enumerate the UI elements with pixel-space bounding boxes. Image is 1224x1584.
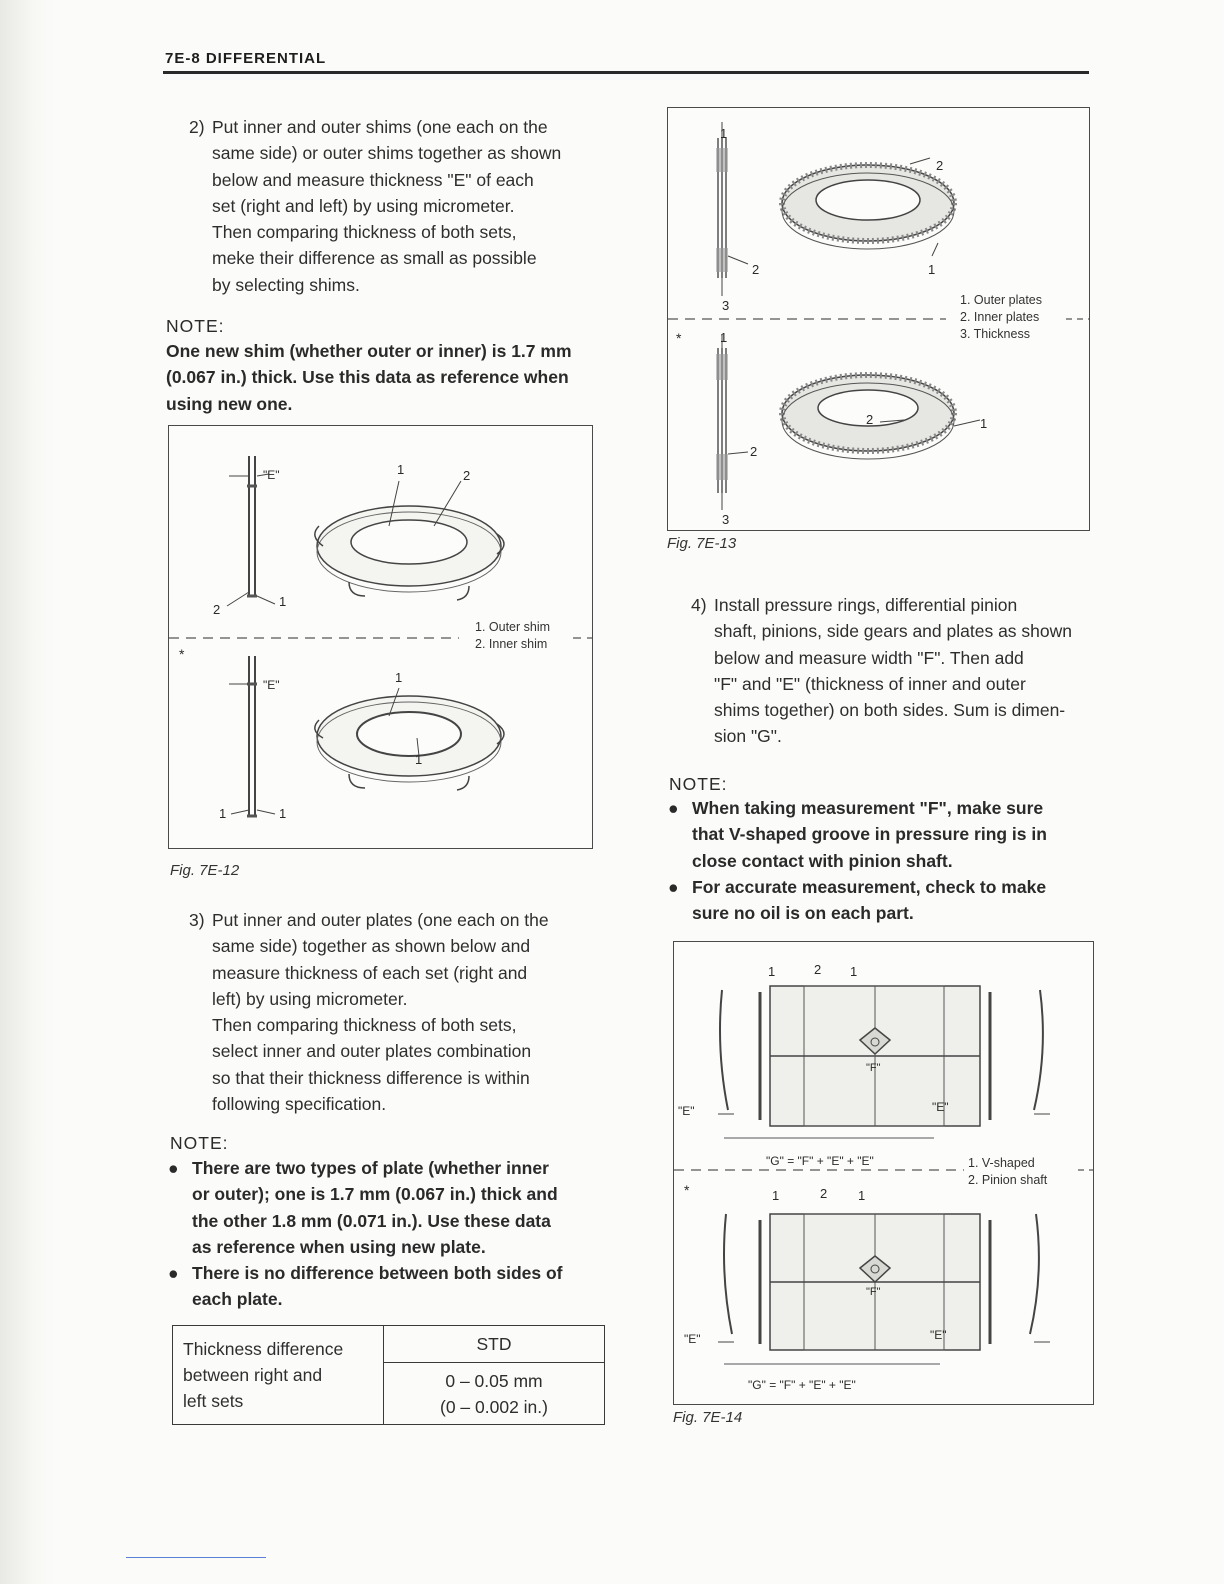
step-4-line: shims together) on both sides. Sum is dimen- — [714, 700, 1066, 721]
note-2-line: as reference when using new plate. — [192, 1236, 486, 1257]
legend-item: 3. Thickness — [960, 327, 1030, 341]
label-e: "E" — [930, 1328, 947, 1342]
label-1: 1 — [279, 806, 287, 821]
note-2-heading: NOTE: — [170, 1133, 229, 1153]
step-2-number: 2) — [189, 117, 205, 137]
note-3-bullet: ● When taking measurement "F", make sure that V-shaped groove in pressure ring is in close contact with pinion shaft. — [668, 795, 1096, 874]
label-1: 1 — [415, 752, 423, 767]
alternate-marker: * — [179, 646, 185, 662]
step-2-line: set (right and left) by using micrometer. — [212, 195, 515, 216]
spec-label-line: between right and — [183, 1365, 323, 1385]
scan-edge-shadow — [0, 0, 55, 1584]
label-e: "E" — [932, 1100, 949, 1114]
note-3-bullet: ● For accurate measurement, check to make sure no oil is on each part. — [668, 874, 1096, 927]
step-3-line: same side) together as shown below and — [212, 936, 531, 957]
label-1: 1 — [858, 1188, 866, 1203]
note-2-line: each plate. — [192, 1289, 283, 1310]
step-3-line: Put inner and outer plates (one each on the — [212, 910, 549, 930]
step-3-line: measure thickness of each set (right and — [212, 962, 528, 983]
label-e: "E" — [678, 1104, 695, 1118]
note-3-line: sure no oil is on each part. — [692, 903, 914, 924]
note-3-line: close contact with pinion shaft. — [692, 850, 953, 871]
label-1: 1 — [397, 462, 405, 477]
label-f: "F" — [866, 1062, 881, 1074]
step-3-line: Then comparing thickness of both sets, — [212, 1015, 517, 1036]
spec-column-head: STD — [384, 1326, 605, 1363]
step-2-line: Put inner and outer shims (one each on the — [212, 117, 548, 137]
alternate-marker: * — [684, 1182, 690, 1198]
label-e: "E" — [684, 1332, 701, 1346]
step-3-paragraph — [189, 907, 599, 1117]
note-2-body — [168, 1155, 598, 1313]
figure-7e-12 — [168, 425, 593, 849]
label-1: 1 — [720, 126, 728, 141]
spec-label-line: left sets — [183, 1391, 244, 1411]
label-f: "F" — [866, 1286, 881, 1298]
step-4-paragraph — [691, 592, 1096, 750]
note-2-bullet: ● There is no difference between both sides of each plate. — [168, 1260, 598, 1313]
note-3-line: For accurate measurement, check to make — [692, 876, 1047, 897]
label-1: 1 — [768, 964, 776, 979]
spec-value-mm: 0 – 0.05 mm — [445, 1370, 543, 1391]
label-2: 2 — [820, 1186, 828, 1201]
label-2: 2 — [866, 412, 874, 427]
note-1-body — [166, 338, 596, 417]
note-2-line: There are two types of plate (whether inner — [192, 1158, 549, 1178]
step-3-line: left) by using micrometer. — [212, 988, 408, 1009]
step-3-line: following specification. — [212, 1094, 387, 1115]
note-2-bullet: ● There are two types of plate (whether inner or outer); one is 1.7 mm (0.067 in.) thick and the other 1.8 mm (0.071 in.). Use these data as reference when using new plate. — [168, 1155, 598, 1260]
label-1: 1 — [219, 806, 227, 821]
note-1-line: One new shim (whether outer or inner) is 1.7 mm — [166, 341, 572, 361]
scan-artifact-line — [126, 1557, 266, 1558]
label-e: "E" — [263, 468, 280, 482]
alternate-marker: * — [676, 330, 682, 346]
label-3: 3 — [722, 298, 730, 313]
legend-item: 2. Pinion shaft — [968, 1173, 1048, 1187]
step-2-line: same side) or outer shims together as shown — [212, 143, 562, 164]
note-3-body — [668, 795, 1096, 926]
spec-label-line: Thickness difference — [183, 1339, 344, 1359]
step-2-paragraph — [189, 114, 599, 298]
note-1-line: using new one. — [166, 393, 293, 414]
label-1: 1 — [772, 1188, 780, 1203]
note-1-heading: NOTE: — [166, 316, 225, 336]
legend-item: 1. V-shaped — [968, 1156, 1035, 1170]
figure-7e-13 — [667, 107, 1090, 531]
label-2: 2 — [463, 468, 471, 483]
legend-item: 2. Inner shim — [475, 637, 548, 651]
figure-7e-13-caption: Fig. 7E-13 — [667, 535, 737, 552]
g-formula: "G" = "F" + "E" + "E" — [766, 1154, 874, 1168]
step-4-line: Install pressure rings, differential pinion — [714, 595, 1018, 615]
label-2: 2 — [752, 262, 760, 277]
figure-7e-14 — [673, 941, 1094, 1405]
fig-13-legend — [960, 292, 1042, 343]
step-2-line: by selecting shims. — [212, 274, 360, 295]
note-2-line: There is no difference between both sides of — [192, 1263, 563, 1284]
note-3-heading: NOTE: — [669, 774, 728, 794]
label-2: 2 — [814, 962, 822, 977]
step-4-number: 4) — [691, 595, 707, 615]
note-3-line: When taking measurement "F", make sure — [692, 798, 1044, 818]
note-2-line: the other 1.8 mm (0.071 in.). Use these data — [192, 1210, 551, 1231]
header-rule — [163, 71, 1089, 74]
spec-row-label — [173, 1326, 384, 1425]
fig-14-legend — [968, 1155, 1047, 1189]
figure-7e-14-caption: Fig. 7E-14 — [673, 1409, 743, 1426]
step-4-line: shaft, pinions, side gears and plates as shown — [714, 621, 1072, 642]
note-3-line: that V-shaped groove in pressure ring is in — [692, 824, 1047, 845]
label-1: 1 — [980, 416, 988, 431]
note-2-line: or outer); one is 1.7 mm (0.067 in.) thick and — [192, 1184, 558, 1205]
figure-7e-12-caption: Fig. 7E-12 — [170, 862, 240, 879]
g-formula: "G" = "F" + "E" + "E" — [748, 1378, 856, 1392]
step-2-line: meke their difference as small as possible — [212, 248, 537, 269]
step-4-line: "F" and "E" (thickness of inner and outer — [714, 673, 1026, 694]
spec-table-wrapper — [172, 1325, 605, 1425]
note-1-line: (0.067 in.) thick. Use this data as reference when — [166, 367, 569, 388]
step-4-line: below and measure width "F". Then add — [714, 647, 1024, 668]
step-3-line: select inner and outer plates combination — [212, 1041, 532, 1062]
spec-value — [384, 1363, 605, 1425]
label-2: 2 — [750, 444, 758, 459]
label-1: 1 — [928, 262, 936, 277]
label-2: 2 — [213, 602, 221, 617]
page-header: 7E-8 DIFFERENTIAL — [165, 50, 327, 67]
spec-table — [172, 1325, 605, 1425]
label-1: 1 — [279, 594, 287, 609]
step-3-line: so that their thickness difference is within — [212, 1067, 530, 1088]
label-2: 2 — [936, 158, 944, 173]
fig-12-legend — [475, 619, 550, 653]
step-2-line: Then comparing thickness of both sets, — [212, 222, 517, 243]
legend-item: 1. Outer plates — [960, 293, 1042, 307]
label-1: 1 — [395, 670, 403, 685]
step-4-line: sion "G". — [714, 726, 782, 747]
label-1: 1 — [720, 330, 728, 345]
step-2-line: below and measure thickness "E" of each — [212, 169, 534, 190]
label-1: 1 — [850, 964, 858, 979]
spec-value-in: (0 – 0.002 in.) — [440, 1396, 548, 1417]
label-e: "E" — [263, 678, 280, 692]
label-3: 3 — [722, 512, 730, 527]
legend-item: 2. Inner plates — [960, 310, 1040, 324]
step-3-number: 3) — [189, 910, 205, 930]
legend-item: 1. Outer shim — [475, 620, 551, 634]
